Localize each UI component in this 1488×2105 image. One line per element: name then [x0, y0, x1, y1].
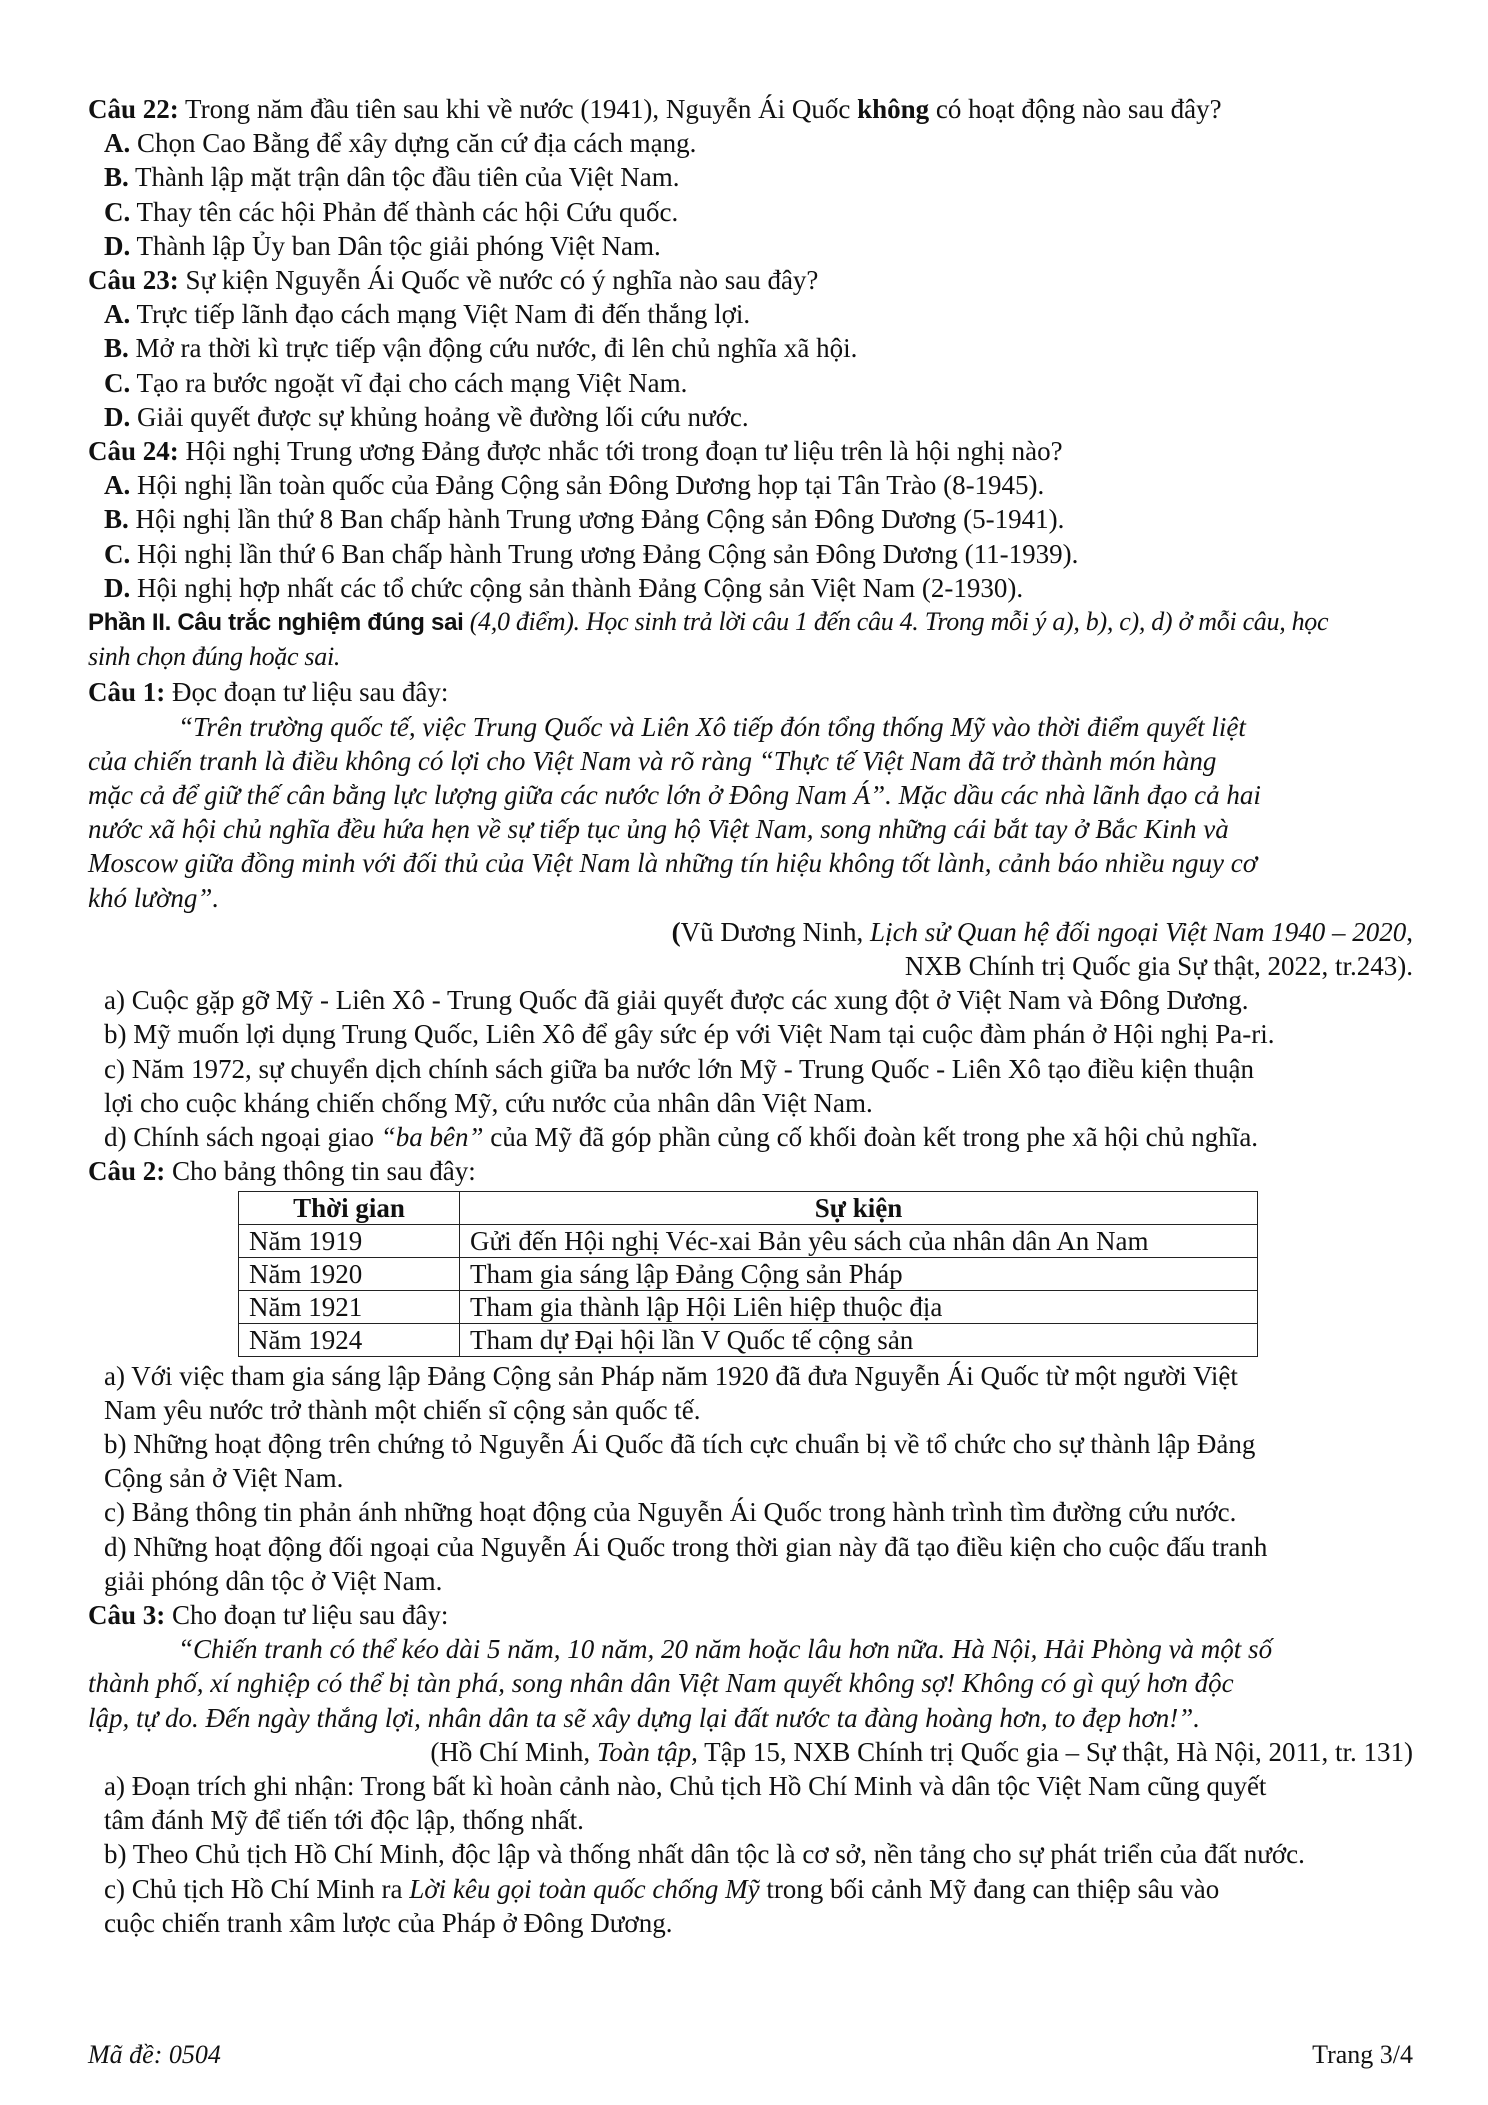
table-cell: Năm 1920 [239, 1257, 460, 1290]
page-number: Trang 3/4 [1312, 2040, 1413, 2069]
part2-question-1-stem: Câu 1: Đọc đoạn tư liệu sau đây: [88, 677, 449, 708]
table-cell: Gửi đến Hội nghị Véc-xai Bản yêu sách của nhân dân An Nam [460, 1224, 1258, 1257]
option-c: C. Hội nghị lần thứ 6 Ban chấp hành Trung ương Đảng Cộng sản Đông Dương (11-1939). [104, 538, 1079, 569]
option-b: B. Hội nghị lần thứ 8 Ban chấp hành Trung ương Đảng Cộng sản Đông Dương (5-1941). [104, 504, 1065, 535]
statement-c: c) Năm 1972, sự chuyển dịch chính sách giữa ba nước lớn Mỹ - Trung Quốc - Liên Xô tạo điều kiện thuận [104, 1053, 1254, 1084]
source-citation-publisher: NXB Chính trị Quốc gia Sự thật, 2022, tr.243). [904, 951, 1413, 982]
question-label: Câu 2: [88, 1156, 166, 1187]
option-d: D. Giải quyết được sự khủng hoảng về đường lối cứu nước. [104, 401, 749, 432]
events-table [238, 1191, 1258, 1357]
statement-c: c) Bảng thông tin phản ánh những hoạt động của Nguyễn Ái Quốc trong hành trình tìm đường cứu nước. [104, 1497, 1237, 1528]
table-cell: Năm 1921 [239, 1290, 460, 1323]
question-label: Câu 23: [88, 265, 179, 296]
table-cell: Tham gia sáng lập Đảng Cộng sản Pháp [460, 1257, 1258, 1290]
option-a: A. Chọn Cao Bằng để xây dựng căn cứ địa cách mạng. [104, 128, 697, 159]
option-c: C. Thay tên các hội Phản đế thành các hội Cứu quốc. [104, 196, 679, 227]
table-cell: Tham gia thành lập Hội Liên hiệp thuộc địa [460, 1290, 1258, 1323]
question-label: Câu 22: [88, 94, 179, 124]
statement-a-cont: tâm đánh Mỹ để tiến tới độc lập, thống nhất. [104, 1805, 584, 1836]
question-label: Câu 1: [88, 677, 166, 708]
option-a: A. Trực tiếp lãnh đạo cách mạng Việt Nam đi đến thắng lợi. [104, 299, 751, 330]
question-22-stem: Câu 22: Trong năm đầu tiên sau khi về nước (1941), Nguyễn Ái Quốc không có hoạt động nào sau đây? [88, 94, 1222, 124]
statement-b: b) Theo Chủ tịch Hồ Chí Minh, độc lập và thống nhất dân tộc là cơ sở, nền tảng cho sự phát triển của đất nước. [104, 1839, 1305, 1870]
table-cell: Năm 1919 [239, 1224, 460, 1257]
option-d: D. Thành lập Ủy ban Dân tộc giải phóng Việt Nam. [104, 230, 661, 261]
statement-d: d) Chính sách ngoại giao “ba bên” của Mỹ đã góp phần củng cố khối đoàn kết trong phe xã hội chủ nghĩa. [104, 1122, 1259, 1153]
part-2-title: Phần II. Câu trắc nghiệm đúng sai [88, 609, 464, 637]
statement-a-cont: Nam yêu nước trở thành một chiến sĩ cộng sản quốc tế. [104, 1394, 701, 1425]
source-quote: “Chiến tranh có thể kéo dài 5 năm, 10 năm, 20 năm hoặc lâu hơn nữa. Hà Nội, Hải Phòng và một số thành phố, xí nghiệp có thể bị tàn phá, song nhân dân Việt Nam quyết không sợ! Không có gì quý hơn độc lập, tự do. Đến ngày thắng lợi, nhân dân ta sẽ xây dựng lại đất nước ta đàng hoàng hơn, to đẹp hơn!”. [88, 1634, 1273, 1733]
statement-b: b) Những hoạt động trên chứng tỏ Nguyễn Ái Quốc đã tích cực chuẩn bị về tổ chức cho sự thành lập Đảng [104, 1428, 1256, 1459]
statement-a: a) Đoạn trích ghi nhận: Trong bất kì hoàn cảnh nào, Chủ tịch Hồ Chí Minh và dân tộc Việt Nam cũng quyết [104, 1770, 1267, 1801]
part-2-heading: Phần II. Câu trắc nghiệm đúng sai (4,0 điểm). Học sinh trả lời câu 1 đến câu 4. Trong mỗi ý a), b), c), d) ở mỗi câu, học [88, 607, 1329, 637]
statement-b-cont: Cộng sản ở Việt Nam. [104, 1463, 344, 1494]
table-cell: Tham dự Đại hội lần V Quốc tế cộng sản [460, 1323, 1258, 1356]
question-23-stem: Câu 23: Sự kiện Nguyễn Ái Quốc về nước có ý nghĩa nào sau đây? [88, 265, 819, 296]
statement-a: a) Với việc tham gia sáng lập Đảng Cộng sản Pháp năm 1920 đã đưa Nguyễn Ái Quốc từ một người Việt [104, 1360, 1238, 1391]
exam-page [88, 92, 1413, 1940]
table-row [239, 1257, 1258, 1290]
statement-d: d) Những hoạt động đối ngoại của Nguyễn Ái Quốc trong thời gian này đã tạo điều kiện cho cuộc đấu tranh [104, 1531, 1268, 1562]
table-row [239, 1323, 1258, 1356]
option-b: B. Mở ra thời kì trực tiếp vận động cứu nước, đi lên chủ nghĩa xã hội. [104, 333, 858, 364]
table-row [239, 1224, 1258, 1257]
option-b: B. Thành lập mặt trận dân tộc đầu tiên của Việt Nam. [104, 162, 680, 193]
question-24-stem: Câu 24: Hội nghị Trung ương Đảng được nhắc tới trong đoạn tư liệu trên là hội nghị nào? [88, 436, 1063, 467]
option-d: D. Hội nghị hợp nhất các tổ chức cộng sản thành Đảng Cộng sản Việt Nam (2-1930). [104, 572, 1024, 603]
part-2-instruction: sinh chọn đúng hoặc sai. [88, 642, 341, 672]
table-header: Sự kiện [460, 1191, 1258, 1224]
statement-a: a) Cuộc gặp gỡ Mỹ - Liên Xô - Trung Quốc đã giải quyết được các xung đột ở Việt Nam và Đông Dương. [104, 985, 1249, 1016]
table-cell: Năm 1924 [239, 1323, 460, 1356]
source-quote: “Trên trường quốc tế, việc Trung Quốc và Liên Xô tiếp đón tổng thống Mỹ vào thời điểm quyết liệt của chiến tranh là điều không có lợi cho Việt Nam và rõ ràng “Thực tế Việt Nam đã trở thành món hàng mặc cả để giữ thế cân bằng lực lượng giữa các nước lớn ở Đông Nam Á”. Mặc dầu các nhà lãnh đạo cả hai nước xã hội chủ nghĩa đều hứa hẹn về sự tiếp tục ủng hộ Việt Nam, song những cái bắt tay ở Bắc Kinh và Moscow giữa đồng minh với đối thủ của Việt Nam là những tín hiệu không tốt lành, cảnh báo nhiều nguy cơ khó lường”. [88, 711, 1261, 913]
page-footer [88, 2040, 1413, 2070]
statement-d-cont: giải phóng dân tộc ở Việt Nam. [104, 1565, 443, 1596]
source-citation: (Vũ Dương Ninh, Lịch sử Quan hệ đối ngoại Việt Nam 1940 – 2020, [671, 916, 1413, 947]
source-citation: (Hồ Chí Minh, Toàn tập, Tập 15, NXB Chính trị Quốc gia – Sự thật, Hà Nội, 2011, tr. 131) [430, 1736, 1413, 1767]
statement-c-cont: lợi cho cuộc kháng chiến chống Mỹ, cứu nước của nhân dân Việt Nam. [104, 1087, 873, 1118]
statement-b: b) Mỹ muốn lợi dụng Trung Quốc, Liên Xô để gây sức ép với Việt Nam tại cuộc đàm phán ở Hội nghị Pa-ri. [104, 1019, 1275, 1050]
option-a: A. Hội nghị lần toàn quốc của Đảng Cộng sản Đông Dương họp tại Tân Trào (8-1945). [104, 470, 1045, 501]
table-row [239, 1290, 1258, 1323]
table-header-row [239, 1191, 1258, 1224]
part2-question-3-stem: Câu 3: Cho đoạn tư liệu sau đây: [88, 1599, 449, 1630]
table-header: Thời gian [239, 1191, 460, 1224]
statement-c-cont: cuộc chiến tranh xâm lược của Pháp ở Đông Dương. [104, 1907, 673, 1938]
statement-c: c) Chủ tịch Hồ Chí Minh ra Lời kêu gọi toàn quốc chống Mỹ trong bối cảnh Mỹ đang can thiệp sâu vào [104, 1873, 1220, 1904]
option-c: C. Tạo ra bước ngoặt vĩ đại cho cách mạng Việt Nam. [104, 367, 688, 398]
exam-code: Mã đề: 0504 [88, 2040, 221, 2069]
question-label: Câu 24: [88, 436, 179, 467]
question-label: Câu 3: [88, 1599, 166, 1630]
part2-question-2-stem: Câu 2: Cho bảng thông tin sau đây: [88, 1156, 476, 1187]
